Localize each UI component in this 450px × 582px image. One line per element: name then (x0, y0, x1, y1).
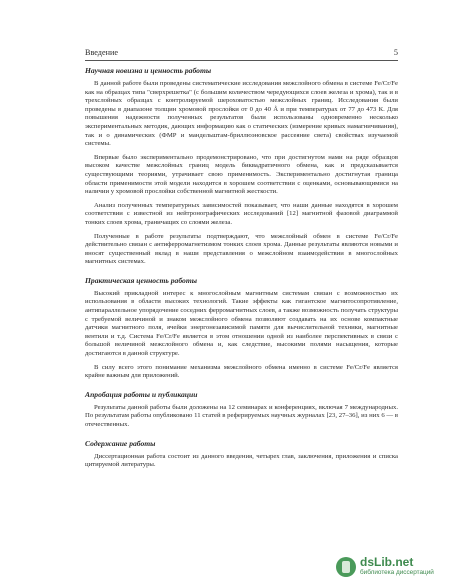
paragraph: Полученные в работе результаты подтверждают, что межслойный обмен в системе Fe/Cr/Fe действительно связан с антиферромагнетизмом тонких слоев хрома. Данные результаты являются новыми и вносят существенный вклад в наши представления о межслойном взаимодействии в многослойных магнитных системах. (85, 232, 398, 266)
section-heading: Научная новизна и ценность работы (85, 66, 212, 75)
watermark-tagline: библиотека диссертаций (360, 569, 434, 576)
section-heading: Практическая ценность работы (85, 275, 197, 285)
paragraph: В данной работе были проведены систематические исследования межслойного обмена в системе Fe/Cr/Fe как на образцах типа "сверхрешетка" (с большим количеством чередующихся слоев железа и хрома), так и в трехслойных образцах с контролируемой шероховатостью межслойных границ. Исследования были проведены в диапазоне толщин хромовой прослойки от 0 до 40 Å и при температурах от 77 до 473 К. Для повышения надежности полученных результатов были использованы одновременно несколько экспериментальных методик, дающих информацию как о статических (измерение кривых намагничивания), так и о динамических (ФМР и мандельштам-бриллюэновское рассеяние света) свойствах изучаемой системы. (85, 80, 398, 148)
section-approbation (85, 390, 398, 430)
running-header (85, 47, 398, 59)
paragraph: В силу всего этого понимание механизма межслойного обмена именно в системе Fe/Cr/Fe является крайне важным для приложений. (85, 363, 398, 380)
paragraph: Анализ полученных температурных зависимостей показывает, что наши данные находятся в хорошем соответствии с известной из нейтронографических исследований [12] магнитной фазовой диаграммой тонких слоев хрома, граничащих со слоями железа. (85, 201, 398, 226)
section-contents (85, 439, 398, 470)
book-icon (336, 557, 356, 577)
page-body (85, 66, 398, 475)
section-heading: Апробация работы и публикации (85, 389, 198, 399)
section-practical-value (85, 276, 398, 381)
section-novelty (85, 66, 398, 267)
page-number: 5 (393, 48, 398, 57)
header-rule (85, 60, 398, 61)
header-title: Введение (85, 48, 119, 57)
section-heading: Содержание работы (85, 438, 156, 448)
watermark-brand: dsLib.net (360, 555, 414, 569)
paragraph: Высокий прикладной интерес к многослойным магнитным системам связан с возможностью их использования в области высоких технологий. Такие эффекты как гигантское магнитосопротивление, антипараллельное упорядочение соседних ферромагнитных слоев, а также возможность получать структуры с требуемой величиной и знаком межслойного обмена позволяют создавать на их основе компактные датчики магнитного поля, ячейки энергонезависимой памяти для вычислительной техники, магнитные вентили и т.д. Система Fe/Cr/Fe является в этом отношении одной из наиболее перспективных в связи с большой величиной межслойного обмена и, как следствие, высокими полями насыщения, которые достигаются в данной структуре. (85, 289, 398, 358)
paragraph: Результаты данной работы были доложены на 12 семинарах и конференциях, включая 7 международных. По результатам работы опубликовано 11 статей в реферируемых научных журналах [23, 27–36], из них 6 — в отечественных. (85, 403, 398, 428)
paragraph: Впервые было экспериментально продемонстрировано, что при достигнутом нами на ряде образцов высоком качестве межслойных границ модель биквадратичного обмена, как и предсказывается существующими теориями, утрачивает свою применимость. Экспериментально достигнутая граница области применимости этой модели находится в хорошем соответствии с оценками, основывающимися на наличии у хромовой прослойки собственной магнитной жесткости. (85, 153, 398, 196)
dslib-watermark[interactable] (336, 556, 442, 578)
paragraph: Диссертационная работа состоит из данного введения, четырех глав, заключения, приложения и списка цитируемой литературы. (85, 452, 398, 469)
